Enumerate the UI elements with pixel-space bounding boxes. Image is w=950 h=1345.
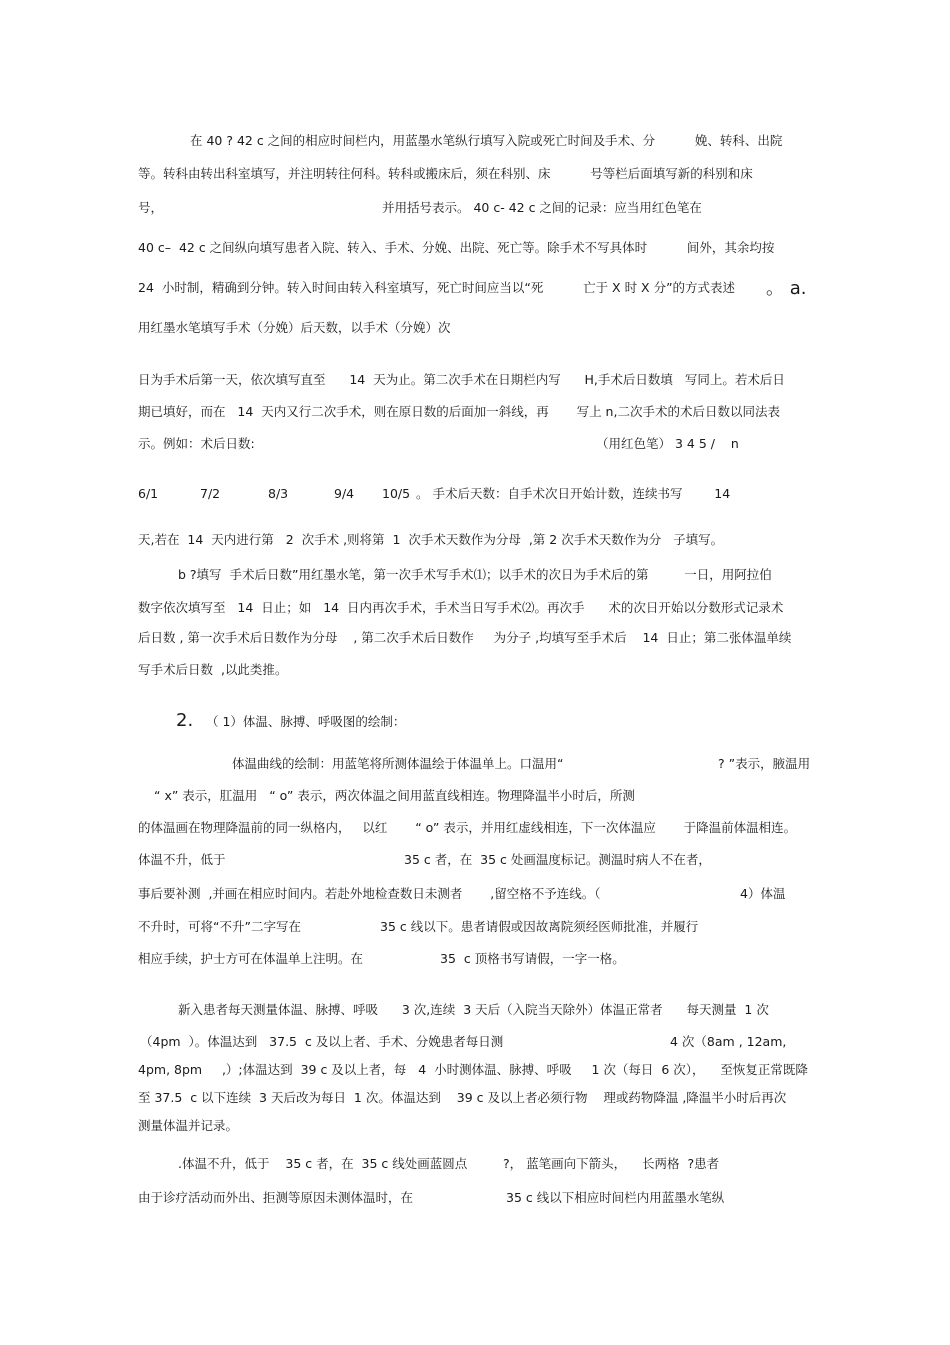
p7-line-2b: 35 c 线以下相应时间栏内用蓝墨水笔纵 — [506, 1190, 725, 1205]
p5-line-1a: 体温曲线的绘制：用蓝笔将所测体温绘于体温单上。口温用“ — [232, 756, 564, 771]
p1-line-5: 24 小时制，精确到分钟。转入时间由转入科室填写，死亡时间应当以“死 亡于 X 时 X 分”的方式表述 — [138, 280, 736, 295]
p3-line-1-tail: 。 手术后天数：自手术次日开始计数，连续书写 14 — [416, 486, 731, 501]
p7-line-2a: 由于诊疗活动而外出、拒测等原因未测体温时，在 — [138, 1190, 414, 1205]
p1-line-6: 用红墨水笔填写手术（分娩）后天数，以手术（分娩）次 — [138, 320, 451, 335]
p5-line-6b: 35 c 线以下。患者请假或因故离院须经医师批准，并履行 — [380, 919, 699, 934]
p4-line-1: b ?填写 手术后日数”用红墨水笔，第一次手术写手术⑴；以手术的次日为手术后的第 一日，用阿拉伯 — [178, 567, 772, 582]
p2-line-3a: 示。例如：术后日数: — [138, 436, 255, 451]
section-heading: （ 1）体温、脉搏、呼吸图的绘制： — [206, 714, 406, 729]
p5-line-7a: 相应手续，护士方可在体温单上注明。在 — [138, 951, 364, 966]
p5-line-3: 的体温画在物理降温前的同一纵格内， 以红 “ o” 表示，并用红虚线相连，下一次体温应 于降温前体温相连。 — [138, 820, 797, 835]
p1-line-5-mark: 。 a. — [766, 278, 807, 299]
day-item: 8/3 — [268, 486, 289, 501]
p1-line-3b: 并用括号表示。 40 c- 42 c 之间的记录：应当用红色笔在 — [382, 200, 702, 215]
p4-line-4: 写手术后日数 ,以此类推。 — [138, 662, 288, 677]
p5-line-6a: 不升时，可将“不升”二字写在 — [138, 919, 301, 934]
day-item: 10/5 — [382, 486, 411, 501]
p6-line-3: 4pm, 8pm ,）;体温达到 39 c 及以上者，每 4 小时测体温、脉搏、呼吸 1 次（每日 6 次）， 至恢复正常既降 — [138, 1062, 808, 1077]
p1-line-4: 40 c– 42 c 之间纵向填写患者入院、转入、手术、分娩、出院、死亡等。除手术不写具体时 间外，其余均按 — [138, 240, 775, 255]
p5-line-2: “ x” 表示，肛温用 “ o” 表示，两次体温之间用蓝直线相连。物理降温半小时后，所测 — [154, 788, 635, 803]
p4-line-2: 数字依次填写至 14 日止；如 14 日内再次手术，手术当日写手术⑵。再次手 术的次日开始以分数形式记录术 — [138, 600, 784, 615]
day-item: 6/1 — [138, 486, 159, 501]
p1-line-1: 在 40 ? 42 c 之间的相应时间栏内，用蓝墨水笔纵行填写入院或死亡时间及手术、分 娩、转科、出院 — [190, 133, 783, 148]
p5-line-7b: 35 c 顶格书写请假，一字一格。 — [440, 951, 625, 966]
day-item: 7/2 — [200, 486, 221, 501]
p5-line-5b: 4）体温 — [740, 886, 786, 901]
p3-line-2: 天,若在 14 天内进行第 2 次手术 ,则将第 1 次手术天数作为分母 ,第 2 次手术天数作为分 子填写。 — [138, 532, 724, 547]
p6-line-2a: （4pm ）。体温达到 37.5 c 及以上者、手术、分娩患者每日测 — [140, 1034, 504, 1049]
section-number: 2. — [176, 710, 194, 731]
p5-line-1b: ? ”表示，腋温用 — [718, 756, 811, 771]
p6-line-1: 新入患者每天测量体温、脉搏、呼吸 3 次,连续 3 天后（入院当天除外）体温正常者 每天测量 1 次 — [178, 1002, 769, 1017]
p1-line-3a: 号， — [138, 200, 164, 215]
p5-line-4a: 体温不升，低于 — [138, 852, 226, 867]
p5-line-4b: 35 c 者，在 35 c 处画温度标记。测温时病人不在者， — [404, 852, 711, 867]
p6-line-5: 测量体温并记录。 — [138, 1118, 239, 1133]
p2-line-1: 日为手术后第一天，依次填写直至 14 天为止。第二次手术在日期栏内写 H,手术后日数填 写同上。若术后日 — [138, 372, 785, 387]
p7-line-1: .体温不升，低于 35 c 者，在 35 c 线处画蓝圆点 ?， 蓝笔画向下箭头， 长两格 ?患者 — [178, 1156, 720, 1171]
p6-line-4: 至 37.5 c 以下连续 3 天后改为每日 1 次。体温达到 39 c 及以上者必须行物 理或药物降温 ,降温半小时后再次 — [138, 1090, 787, 1105]
p5-line-5a: 事后要补测 ,并画在相应时间内。若赴外地检查数日未测者 ,留空格不予连线。（ — [138, 886, 601, 901]
p4-line-3: 后日数 , 第一次手术后日数作为分母 , 第二次手术后日数作 为分子 ,均填写至手术后 14 日止；第二张体温单续 — [138, 630, 792, 645]
day-item: 9/4 — [334, 486, 355, 501]
p6-line-2b: 4 次（8am , 12am, — [670, 1034, 787, 1049]
p2-line-3b: （用红色笔） 3 4 5 / n — [596, 436, 739, 451]
p1-line-2: 等。转科由转出科室填写，并注明转往何科。转科或搬床后，须在科别、床 号等栏后面填写新的科别和床 — [138, 166, 753, 181]
p2-line-2: 期已填好，而在 14 天内又行二次手术，则在原日数的后面加一斜线，再 写上 n,二次手术的术后日数以同法表 — [138, 404, 780, 419]
